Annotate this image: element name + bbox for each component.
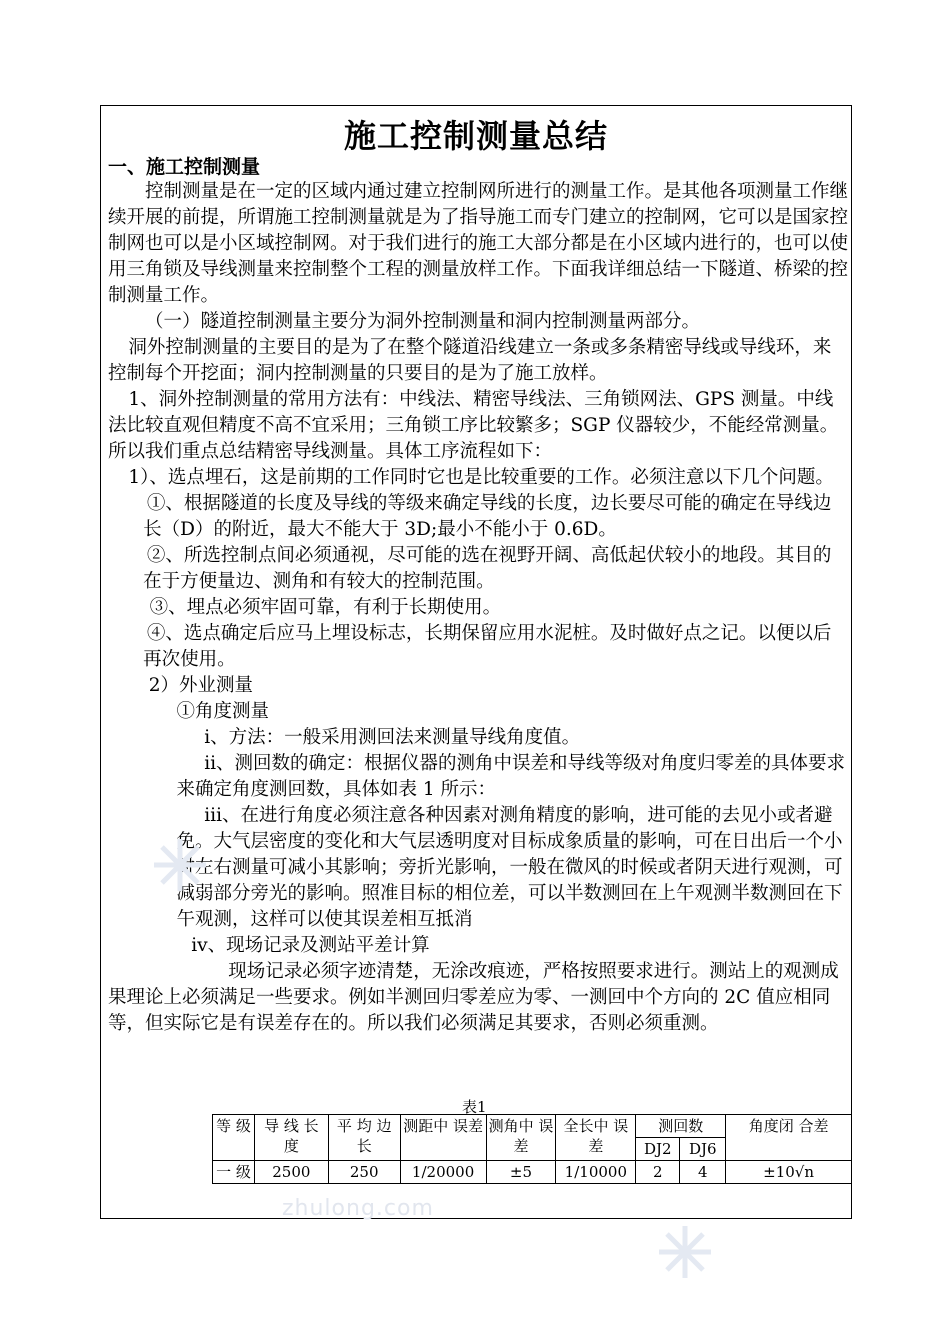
list-item-4: ④、选点确定后应马上埋设标志，长期保留应用水泥桩。及时做好点之记。以便以后再次使用。 [143,623,832,670]
cell-dj6: 4 [680,1161,726,1184]
item-method: ⅰ、方法：一般采用测回法来测量导线角度值。 [204,727,581,748]
header-avg-side: 平 均 边 长 [328,1115,400,1161]
cell-total-err: 1/10000 [556,1161,636,1184]
header-closure: 角度闭 合差 [726,1115,852,1161]
header-rounds: 测回数 [636,1115,726,1138]
watermark-text: zhulong.com [282,1196,434,1221]
table-caption: 表1 [462,1098,487,1116]
cell-dist-err: 1/20000 [400,1161,486,1184]
paragraph-tunnel: （一）隧道控制测量主要分为洞外控制测量和洞内控制测量两部分。 [145,311,701,332]
header-grade: 等 级 [213,1115,255,1161]
cell-grade: 一 级 [213,1161,255,1184]
header-angle-err: 测角中 误差 [486,1115,556,1161]
header-length: 导 线 长 度 [254,1115,328,1161]
heading-field-survey: 2）外业测量 [148,675,253,696]
item-precision: ⅲ、在进行角度必须注意各种因素对测角精度的影响，进可能的去见小或者避免。大气层密度的变化和大气层透明度对目标成象质量的影响，可在日出后一个小时左右测量可减小其影响；旁折光影响，一般在微风的时候或者阴天进行观测，可减弱部分旁光的影响。照准目标的相位差，可以半数测回在上午观测半数测回在下午观测，这样可以使其误差相互抵消 [176,805,843,930]
snowflake-watermark-icon [655,1222,715,1282]
heading-angle-measure: ①角度测量 [176,701,269,722]
paragraph-records: 现场记录必须字迹清楚，无涂改痕迹，严格按照要求进行。测站上的观测成果理论上必须满足一些要求。例如半测回归零差应为零、一测回中个方向的 2C 值应相同等，但实际它是有误差存在的。所以我们必须满足其要求，否则必须重测。 [108,961,839,1034]
item-records: ⅳ、现场记录及测站平差计算 [191,935,430,956]
paragraph-methods: 1、洞外控制测量的常用方法有：中线法、精密导线法、三角锁网法、GPS 测量。中线法比较直观但精度不高不宜采用；三角锁工序比较繁多；SGP 仪器较少，不能经常测量。所以我们重点总结精密导线测量。具体工序流程如下： [108,389,839,462]
item-rounds: ⅱ、测回数的确定：根据仪器的测角中误差和导线等级对角度归零差的具体要求来确定角度测回数，具体如表 1 所示： [176,753,846,800]
list-item-1: ①、根据隧道的长度及导线的等级来确定导线的长度，边长要尽可能的确定在导线边长（D）的附近，最大不能大于 3D;最小不能小于 0.6D。 [143,493,832,540]
section-heading: 一、施工控制测量 [108,156,261,178]
document-body [108,179,848,1037]
paragraph-intro: 控制测量是在一定的区域内通过建立控制网所进行的测量工作。是其他各项测量工作继续开展的前提，所谓施工控制测量就是为了指导施工而专门建立的控制网，它可以是国家控制网也可以是小区域控制网。对于我们进行的施工大部分都是在小区域内进行的，也可以使用三角锁及导线测量来控制整个工程的测量放样工作。下面我详细总结一下隧道、桥梁的控制测量工作。 [108,181,849,306]
list-item-3: ③、埋点必须牢固可靠，有利于长期使用。 [149,597,502,618]
cell-length: 2500 [254,1161,328,1184]
precision-table [212,1114,852,1184]
header-total-err: 全长中 误差 [556,1115,636,1161]
cell-angle-err: ±5 [486,1161,556,1184]
page-title: 施工控制测量总结 [343,117,608,155]
header-dj6: DJ6 [680,1138,726,1161]
snowflake-watermark-icon [150,835,210,895]
header-dj2: DJ2 [636,1138,680,1161]
table-row [213,1161,852,1184]
paragraph-select-points: 1）、选点埋石，这是前期的工作同时它也是比较重要的工作。必须注意以下几个问题。 [128,467,834,488]
cell-closure: ±10√n [726,1161,852,1184]
header-dist-err: 测距中 误差 [400,1115,486,1161]
cell-dj2: 2 [636,1161,680,1184]
paragraph-outside-purpose: 洞外控制测量的主要目的是为了在整个隧道沿线建立一条或多条精密导线或导线环，来控制每个开挖面；洞内控制测量的只要目的是为了施工放样。 [108,337,832,384]
table-header-row [213,1115,852,1138]
cell-avg-side: 250 [328,1161,400,1184]
list-item-2: ②、所选控制点间必须通视，尽可能的选在视野开阔、高低起伏较小的地段。其目的在于方便量边、测角和有较大的控制范围。 [143,545,832,592]
